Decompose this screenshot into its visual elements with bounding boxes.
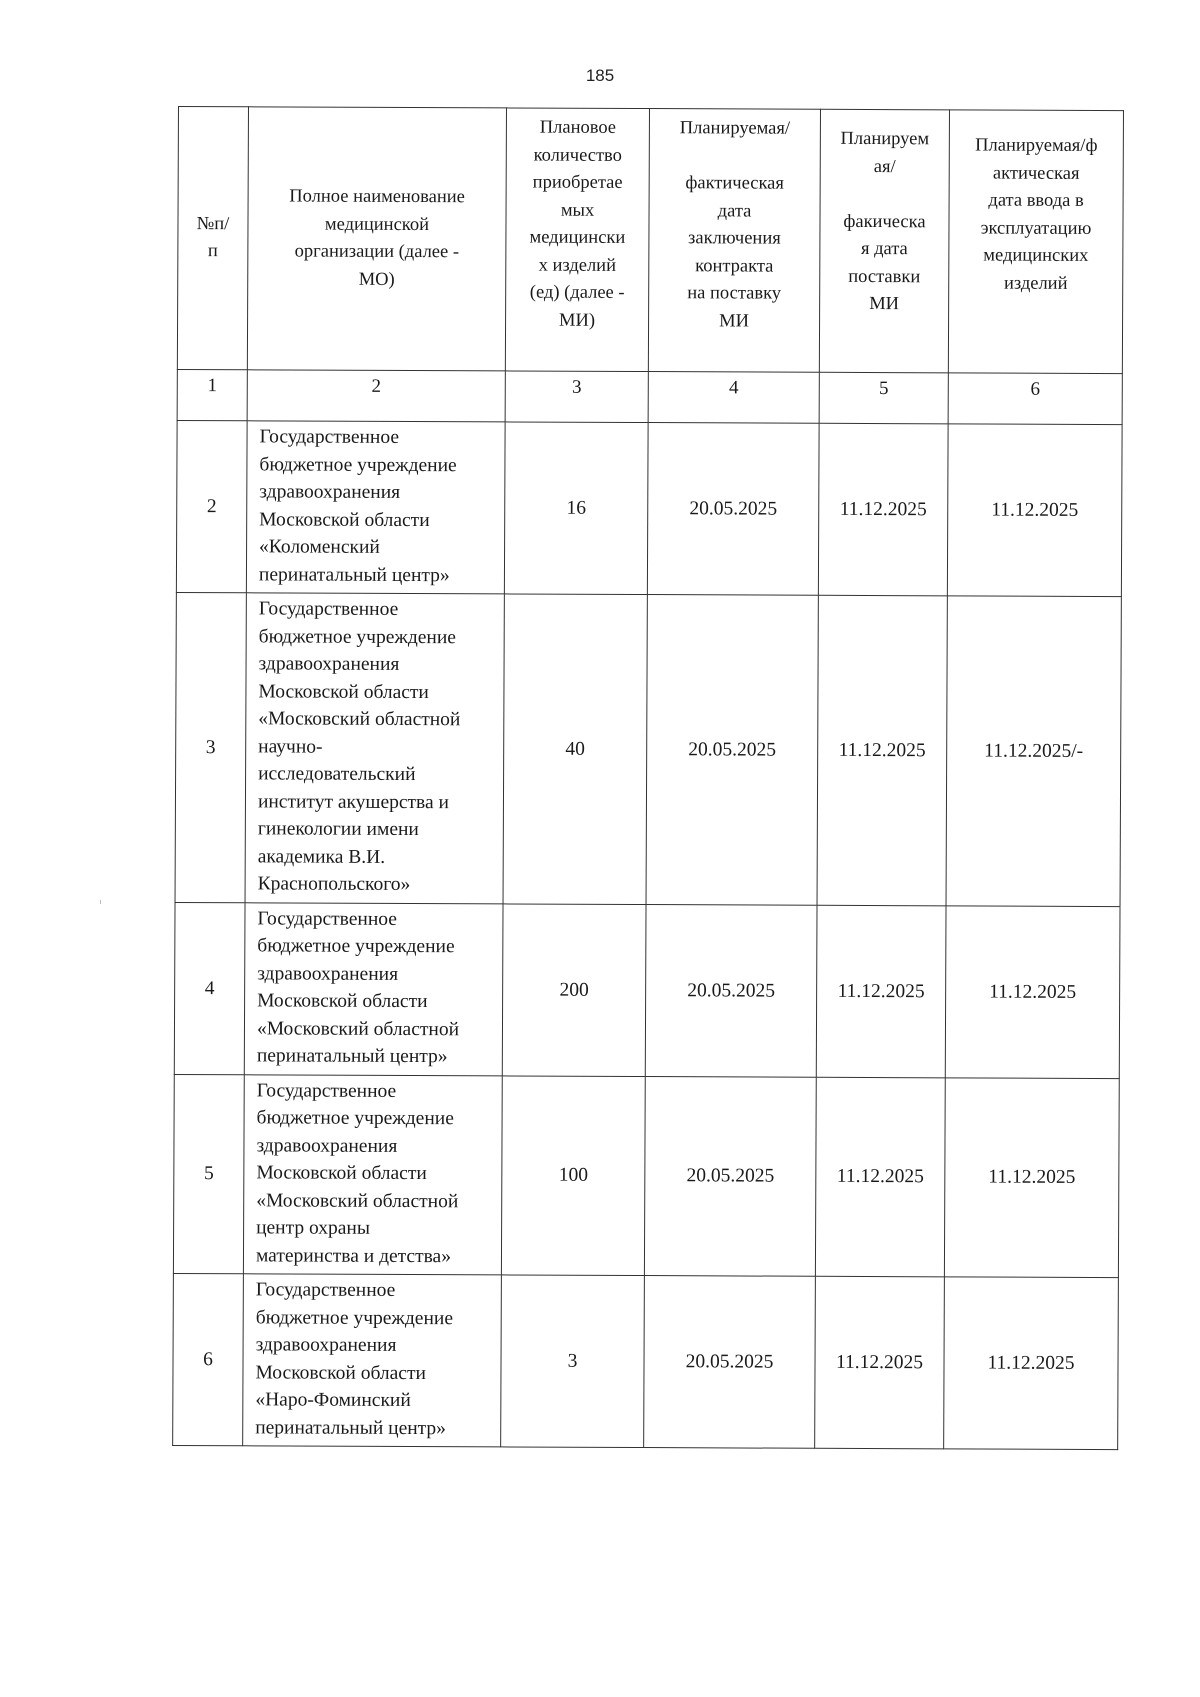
table-header-row <box>177 107 1123 374</box>
commission-date: 11.12.2025 <box>944 1277 1119 1450</box>
commission-date: 11.12.2025/- <box>946 596 1121 906</box>
header-cell-commission-date <box>948 110 1123 374</box>
table-row <box>173 1273 1119 1449</box>
table-row <box>176 420 1122 596</box>
planned-quantity: 100 <box>501 1075 645 1275</box>
contract-date: 20.05.2025 <box>644 1076 816 1276</box>
delivery-date: 11.12.2025 <box>815 1077 945 1277</box>
delivery-date: 11.12.2025 <box>815 1276 945 1449</box>
row-number: 4 <box>174 902 245 1074</box>
delivery-date: 11.12.2025 <box>817 595 947 905</box>
row-number: 3 <box>175 592 246 902</box>
planned-quantity: 16 <box>504 422 648 595</box>
commission-date: 11.12.2025 <box>947 424 1122 597</box>
row-number: 5 <box>173 1074 244 1274</box>
contract-date: 20.05.2025 <box>646 595 818 905</box>
row-number: 2 <box>176 420 247 592</box>
table-row <box>173 1074 1119 1278</box>
column-number: 1 <box>177 369 247 420</box>
org-name: Государственное бюджетное учреждение здравоохранения Московской области «Московский областной научно- исследовательский институт акушерства и гинекологии имени академика В.И. Краснопольского» <box>245 593 504 904</box>
header-cell-number <box>177 107 248 370</box>
scan-mark <box>100 900 101 904</box>
delivery-date: 11.12.2025 <box>816 905 946 1078</box>
delivery-date: 11.12.2025 <box>818 423 948 596</box>
header-text: Планируемая/ф актическая дата ввода в эксплуатацию медицинских изделий <box>975 135 1098 294</box>
header-text: Планируемая/ фактическая дата заключения контракта на поставку МИ <box>679 118 791 331</box>
page-number: 185 <box>585 66 615 85</box>
contract-date: 20.05.2025 <box>644 1276 816 1449</box>
column-number: 5 <box>819 372 948 424</box>
planned-quantity: 3 <box>501 1275 645 1448</box>
header-cell-quantity <box>505 108 649 372</box>
org-name: Государственное бюджетное учреждение здравоохранения Московской области «Московский областной центр охраны материнства и детства» <box>243 1074 502 1275</box>
header-text: Плановое количество приобретае мых медицински х изделий (ед) (далее - МИ) <box>529 117 626 331</box>
org-name: Государственное бюджетное учреждение здравоохранения Московской области «Московский областной перинатальный центр» <box>244 902 503 1075</box>
column-number: 2 <box>247 370 505 422</box>
header-text: Полное наименование медицинской организации (далее - МО) <box>289 186 465 290</box>
commission-date: 11.12.2025 <box>945 905 1120 1078</box>
org-name: Государственное бюджетное учреждение здравоохранения Московской области «Коломенский перинатальный центр» <box>246 421 505 594</box>
column-number: 4 <box>648 372 819 424</box>
column-number-row <box>177 369 1122 424</box>
header-text: Планируем ая/ факическа я дата поставки МИ <box>840 128 930 315</box>
header-cell-contract-date <box>648 109 820 373</box>
column-number: 3 <box>505 371 648 423</box>
row-number: 6 <box>173 1273 244 1445</box>
table-row <box>175 592 1121 906</box>
header-cell-delivery-date <box>819 109 949 373</box>
table-row <box>174 902 1120 1078</box>
column-number: 6 <box>948 373 1122 425</box>
medical-devices-table <box>172 106 1124 1450</box>
contract-date: 20.05.2025 <box>645 904 817 1077</box>
planned-quantity: 200 <box>502 903 646 1076</box>
org-name: Государственное бюджетное учреждение здравоохранения Московской области «Наро-Фоминский перинатальный центр» <box>243 1274 502 1447</box>
header-text: №п/ п <box>196 213 230 262</box>
commission-date: 11.12.2025 <box>944 1077 1119 1277</box>
header-cell-org-name <box>247 107 506 371</box>
contract-date: 20.05.2025 <box>647 423 819 596</box>
planned-quantity: 40 <box>503 594 647 904</box>
